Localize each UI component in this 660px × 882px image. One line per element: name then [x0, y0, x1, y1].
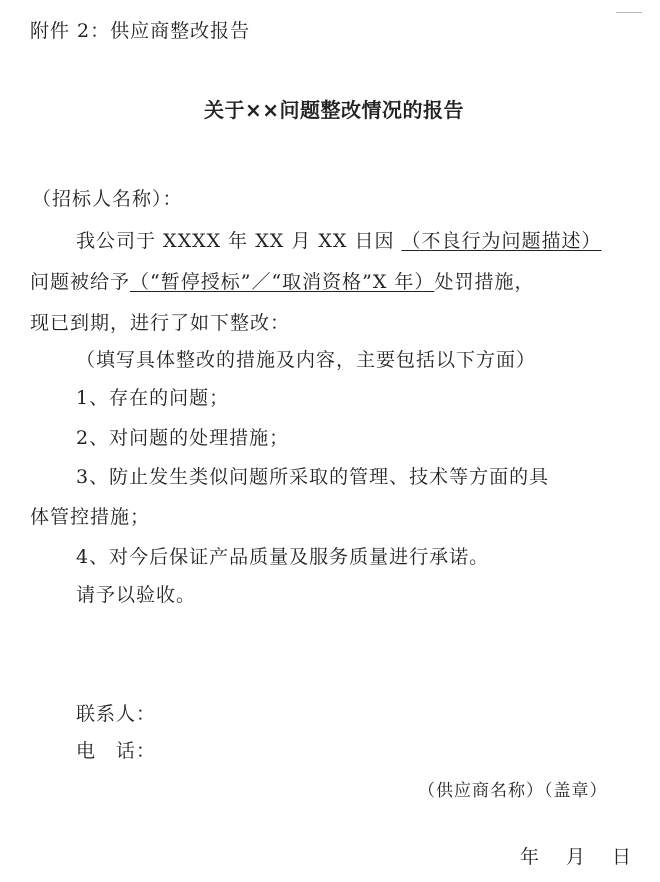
item-3: 3、防止发生类似问题所采取的管理、技术等方面的具	[76, 466, 550, 488]
issue-description-blank: （不良行为问题描述）	[401, 230, 602, 252]
page-corner-mark-h	[616, 12, 642, 13]
paragraph-line-3: 现已到期，进行了如下整改：	[30, 312, 291, 334]
instruction-text: （填写具体整改的措施及内容，主要包括以下方面）	[76, 349, 537, 371]
item-3-continued: 体管控措施；	[30, 506, 151, 528]
item-1: 1、存在的问题；	[76, 387, 230, 409]
contact-label: 联系人：	[76, 703, 157, 725]
paragraph-line-1	[76, 230, 602, 252]
phone-label: 电 话：	[76, 740, 157, 762]
para1-line2-suffix: 处罚措施，	[434, 271, 535, 293]
salutation: （招标人名称）：	[32, 188, 183, 210]
closing-text: 请予以验收。	[76, 584, 197, 606]
para1-prefix: 我公司于 XXXX 年 XX 月 XX 日因	[76, 230, 395, 252]
para1-line2-prefix: 问题被给予	[30, 271, 131, 293]
paragraph-line-2	[30, 271, 534, 293]
report-title: 关于××问题整改情况的报告	[204, 98, 465, 122]
item-2: 2、对问题的处理措施；	[76, 427, 290, 449]
supplier-seal-line: （供应商名称）（盖章）	[418, 781, 608, 801]
penalty-blank: （“暂停授标”／“取消资格”X 年）	[130, 271, 435, 293]
date-line: 年 月 日	[520, 846, 636, 868]
item-4: 4、对今后保证产品质量及服务质量进行承诺。	[76, 546, 490, 568]
attachment-label: 附件 2：供应商整改报告	[30, 20, 251, 42]
